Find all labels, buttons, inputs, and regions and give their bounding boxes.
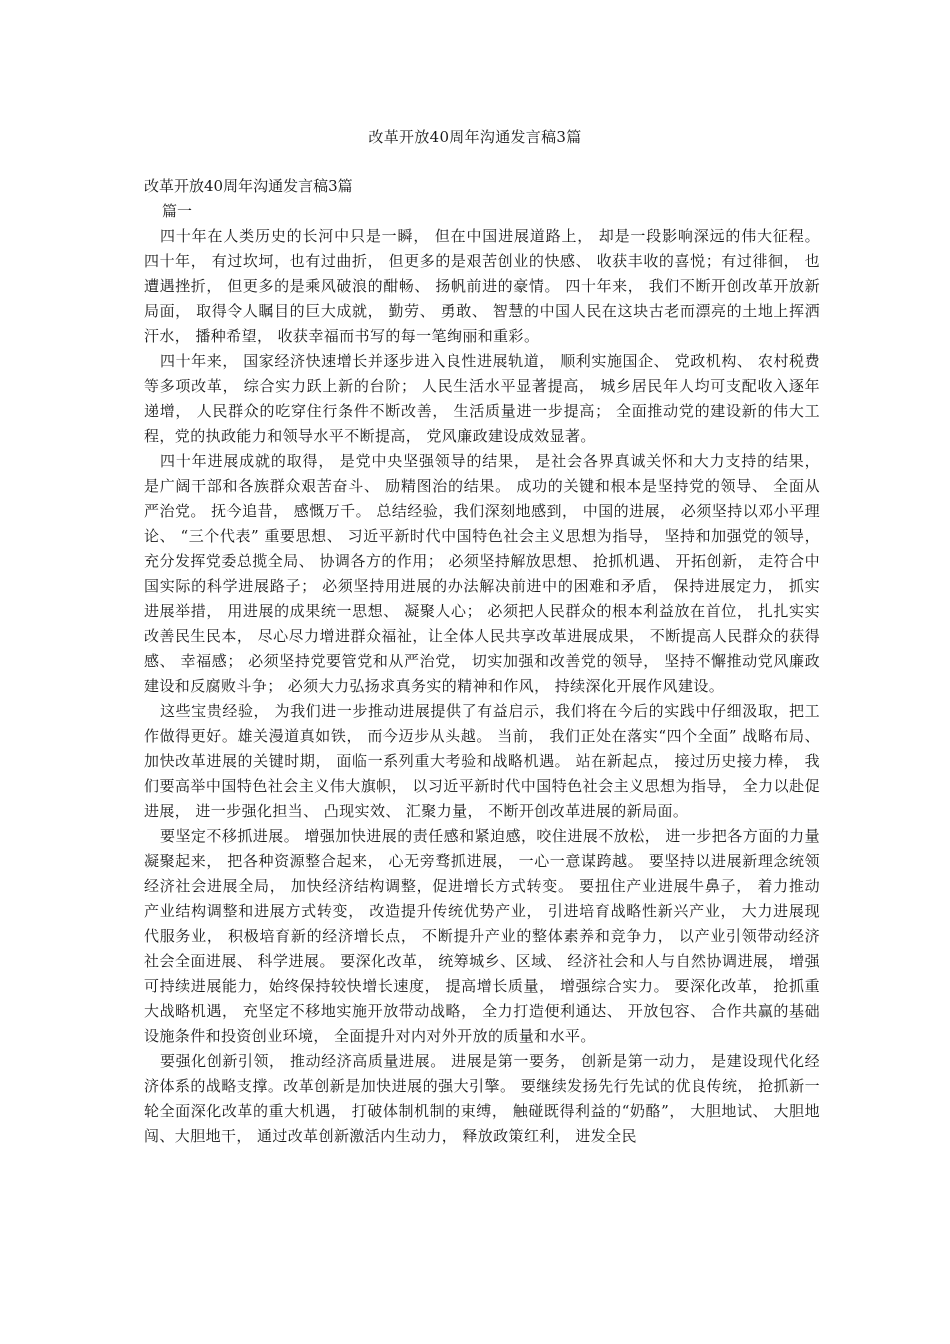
document-title: 改革开放40周年沟通发言稿3篇 xyxy=(144,177,353,195)
page-title: 改革开放40周年沟通发言稿3篇 xyxy=(368,128,582,146)
paragraph-1: 四十年在人类历史的长河中只是一瞬， 但在中国进展道路上， 却是一段影响深远的伟大征程。 四十年， 有过坎坷，也有过曲折， 但更多的是艰苦创业的快感、 收获丰收的喜悦；有过徘徊， 也遭遇挫折， 但更多的是乘风破浪的酣畅、 扬帆前进的豪情。 四十年来， 我们不断开创改革开放新局面， 取得令人瞩目的巨大成就， 勤劳、 勇敢、 智慧的中国人民在这块古老而漂亮的土地上挥洒汗水， 播种希望， 收获幸福而书写的每一笔绚丽和重彩。 xyxy=(144,227,820,345)
paragraph-4: 这些宝贵经验， 为我们进一步推动进展提供了有益启示，我们将在今后的实践中仔细汲取，把工作做得更好。雄关漫道真如铁， 而今迈步从头越。 当前， 我们正处在落实“四个全面” 战略布局、 加快改革进展的关键时期， 面临一系列重大考验和战略机遇。 站在新起点， 接过历史接力棒， 我们要高举中国特色社会主义伟大旗帜， 以习近平新时代中国特色社会主义思想为指导， 全力以赴促进展， 进一步强化担当、 凸现实效、 汇聚力量， 不断开创改革进展的新局面。 xyxy=(144,702,820,820)
paragraph-3: 四十年进展成就的取得， 是党中央坚强领导的结果， 是社会各界真诚关怀和大力支持的结果， 是广阔干部和各族群众艰苦奋斗、 励精图治的结果。 成功的关键和根本是坚持党的领导、 全面从严治党。 抚今追昔， 感慨万千。 总结经验，我们深刻地感到， 中国的进展， 必须坚持以邓小平理论、 “三个代表” 重要思想、 习近平新时代中国特色社会主义思想为指导， 坚持和加强党的领导， 充分发挥党委总揽全局、 协调各方的作用； 必须坚持解放思想、 抢抓机遇、 开拓创新， 走符合中国实际的科学进展路子； 必须坚持用进展的办法解决前进中的困难和矛盾， 保持进展定力， 抓实进展举措， 用进展的成果统一思想、 凝聚人心； 必须把人民群众的根本利益放在首位， 扎扎实实改善民生民本， 尽心尽力增进群众福祉，让全体人民共享改革进展成果， 不断提高人民群众的获得感、 幸福感； 必须坚持党要管党和从严治党， 切实加强和改善党的领导， 坚持不懈推动党风廉政建设和反腐败斗争； 必须大力弘扬求真务实的精神和作风， 持续深化开展作风建设。 xyxy=(144,452,820,695)
paragraph-6: 要强化创新引领， 推动经济高质量进展。 进展是第一要务， 创新是第一动力， 是建设现代化经济体系的战略支撑。改革创新是加快进展的强大引擎。 要继续发扬先行先试的优良传统， 抢抓新一轮全面深化改革的重大机遇， 打破体制机制的束缚， 触碰既得利益的“奶酪”， 大胆地试、 大胆地闯、大胆地干， 通过改革创新激活内生动力， 释放政策红利， 进发全民 xyxy=(144,1052,820,1145)
paragraph-2: 四十年来， 国家经济快速增长并逐步进入良性进展轨道， 顺利实施国企、 党政机构、 农村税费等多项改革， 综合实力跃上新的台阶； 人民生活水平显著提高， 城乡居民年人均可支配收入逐年递增， 人民群众的吃穿住行条件不断改善， 生活质量进一步提高； 全面推动党的建设新的伟大工程，党的执政能力和领导水平不断提高， 党风廉政建设成效显著。 xyxy=(144,352,820,445)
paragraph-5: 要坚定不移抓进展。 增强加快进展的责任感和紧迫感，咬住进展不放松， 进一步把各方面的力量凝聚起来， 把各种资源整合起来， 心无旁骛抓进展， 一心一意谋跨越。 要坚持以进展新理念统领经济社会进展全局， 加快经济结构调整，促进增长方式转变。 要扭住产业进展牛鼻子， 着力推动产业结构调整和进展方式转变， 改造提升传统优势产业， 引进培育战略性新兴产业， 大力进展现代服务业， 积极培育新的经济增长点， 不断提升产业的整体素养和竞争力， 以产业引领带动经济社会全面进展、 科学进展。 要深化改革， 统筹城乡、区域、 经济社会和人与自然协调进展， 增强可持续进展能力，始终保持较快增长速度， 提高增长质量， 增强综合实力。 要深化改革， 抢抓重大战略机遇， 充坚定不移地实施开放带动战略， 全力打造便利通达、 开放包容、 合作共赢的基础设施条件和投资创业环境， 全面提升对内对外开放的质量和水平。 xyxy=(144,827,820,1045)
document-body xyxy=(144,174,820,1149)
section-label: 篇一 xyxy=(162,202,193,220)
